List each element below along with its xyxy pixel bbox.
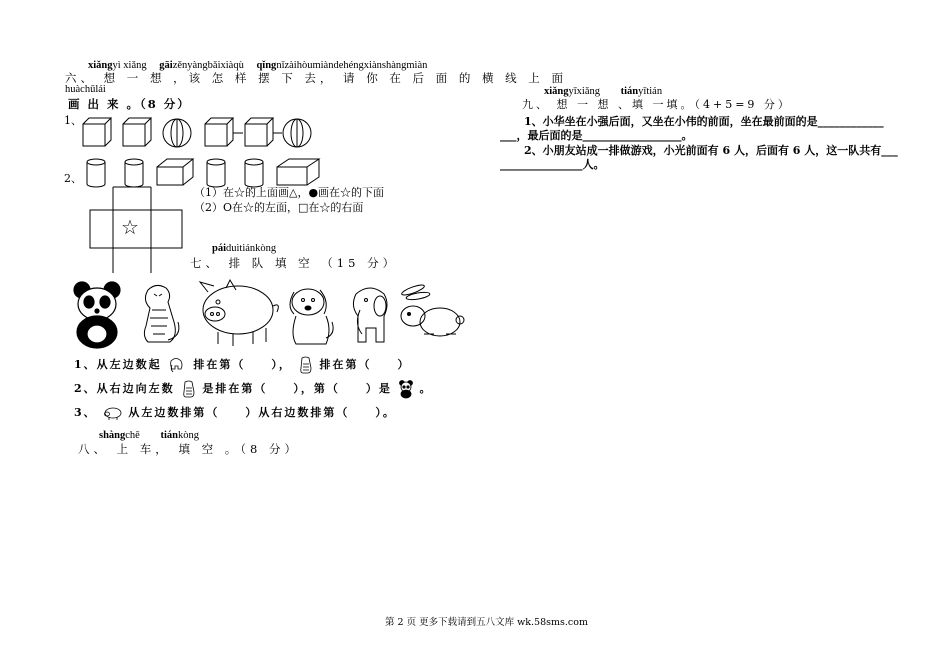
section9-title: 九、 想 一 想 、填 一填。（4+5=9 分） xyxy=(522,98,792,111)
box-icon xyxy=(277,159,319,185)
cube-icon xyxy=(83,118,111,146)
elephant-icon xyxy=(168,357,188,373)
box-icon xyxy=(157,159,193,185)
page-footer: 第 2 页 更多下载请到五八文库 wk.58sms.com xyxy=(385,617,588,628)
cube-icon xyxy=(245,118,273,146)
sphere-icon xyxy=(163,119,191,147)
section6-pinyin: xiǎngyì xiǎng gāizěnyàngbǎixiàqù qǐngnǐzàihòumiàndehéngxiànshàngmiàn xyxy=(88,60,428,71)
section6-pinyin-line2: huàchūlái xyxy=(65,84,106,95)
section9-q1-line1: 1、小华坐在小强后面，又坐在小伟的前面，坐在最前面的是____________ xyxy=(524,115,884,128)
star-icon: ☆ xyxy=(121,215,139,239)
section7-q1: 1、从左边数起 排在第（ ）， 排在第（ ） xyxy=(74,356,411,374)
dog-icon xyxy=(290,289,333,344)
section9-q2-line1: 2、小朋友站成一排做游戏，小光前面有 6 人，后面有 6 人，这一队共有___ xyxy=(524,144,898,157)
section7-title: 七、 排 队 填 空 （15 分） xyxy=(190,256,399,270)
pig-icon xyxy=(103,406,123,420)
cylinder-icon xyxy=(87,159,105,187)
section9-pinyin: xiǎngyīxiǎng tiányītián xyxy=(544,86,663,97)
elephant-icon xyxy=(353,288,387,342)
pig-icon xyxy=(200,280,278,346)
q1-label: 1、 xyxy=(64,114,82,127)
section7-q2: 2、从右边向左数 是排在第（ ），第（ ）是 。 xyxy=(74,380,433,398)
section8-title: 八、 上 车， 填 空 。（8 分） xyxy=(78,442,300,456)
cylinder-icon xyxy=(125,159,143,187)
rabbit-icon xyxy=(401,283,464,336)
cylinder-icon xyxy=(245,159,263,187)
animal-row xyxy=(68,280,463,350)
cube-icon xyxy=(205,118,233,146)
section9-q2-line2: _______________人。 xyxy=(500,158,605,171)
instruction-2: （2）O在☆的左面，□在☆的右面 xyxy=(194,201,364,214)
panda-icon xyxy=(398,380,414,398)
instruction-1: （1）在☆的上面画△，●画在☆的下面 xyxy=(194,186,385,199)
cube-icon xyxy=(123,118,151,146)
q2-label: 2、 xyxy=(64,172,82,185)
sphere-icon xyxy=(283,119,311,147)
section7-pinyin: páiduìtiánkòng xyxy=(212,243,277,254)
cylinder-icon xyxy=(207,159,225,187)
section8-pinyin: shàngchē tiánkòng xyxy=(99,430,199,441)
tiger-icon xyxy=(298,356,314,374)
shape-row-1 xyxy=(80,115,320,155)
panda-icon xyxy=(74,282,120,348)
section6-title: 六、 想 一 想 ，该 怎 样 摆 下 去， 请 你 在 后 面 的 横 线 上 面 xyxy=(65,71,567,85)
section7-q3: 3、 从左边数排第（ ）从右边数排第（ ）。 xyxy=(74,406,396,419)
tiger-icon xyxy=(144,285,178,342)
section9-q1-line2: ___，最后面的是__________________。 xyxy=(500,129,693,142)
section6-title2: 画 出 来 。（8 分） xyxy=(68,97,191,111)
tiger-icon xyxy=(181,380,197,398)
